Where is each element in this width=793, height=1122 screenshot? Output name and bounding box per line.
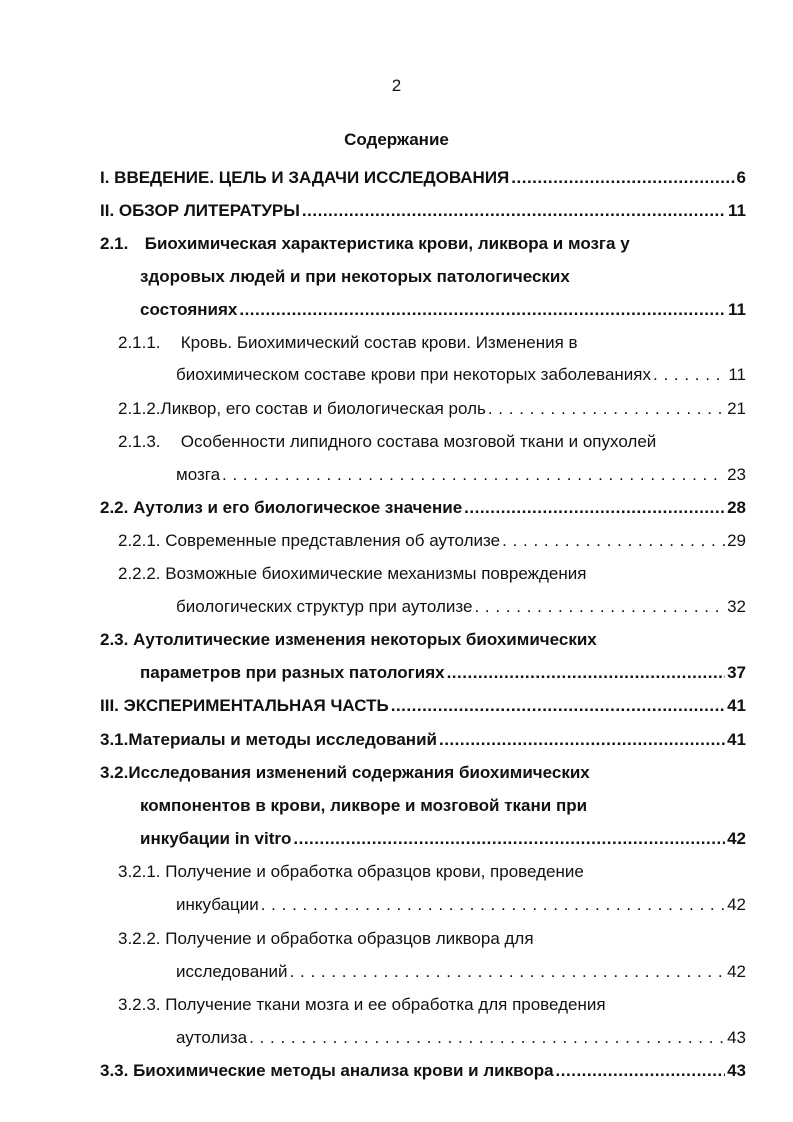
toc-entry-3-2-3[interactable]: [118, 993, 606, 1017]
toc-page-number: 43: [727, 1028, 746, 1047]
toc-entry-text: Кровь. Биохимический состав крови. Изменения в: [180, 333, 578, 352]
dot-leader: [239, 298, 726, 322]
toc-page-number: 11: [728, 201, 746, 220]
toc-entry-text: Особенности липидного состава мозговой ткани и опухолей: [180, 432, 657, 451]
toc-entry-text: 2.3. Аутолитические изменения некоторых биохимических: [100, 630, 597, 649]
toc-entry-text: аутолиза: [176, 1028, 248, 1047]
toc-entry-text: 2.2.2. Возможные биохимические механизмы повреждения: [118, 564, 587, 583]
toc-section-number: 2.1.1.: [118, 333, 161, 352]
toc-page-number: 21: [727, 399, 746, 418]
toc-section-number: 2.1.: [100, 234, 129, 253]
toc-entry-2-2[interactable]: [100, 496, 746, 520]
dot-leader: [447, 661, 726, 685]
dot-leader: [511, 166, 734, 190]
toc-entry-3-2-1-end[interactable]: [176, 893, 746, 917]
toc-entry-experimental-part[interactable]: [100, 694, 746, 718]
toc-entry-2-1[interactable]: [100, 232, 630, 256]
dot-leader: [556, 1059, 726, 1083]
toc-page-number: 11: [728, 365, 746, 384]
toc-entry-text: Биохимическая характеристика крови, ликвора и мозга у: [144, 234, 630, 253]
toc-page-number: 11: [728, 300, 746, 319]
dot-leader: [249, 1026, 725, 1050]
toc-page-number: 41: [727, 730, 746, 749]
dot-leader: [488, 397, 725, 421]
toc-entry-text: биологических структур при аутолизе: [176, 597, 473, 616]
toc-page-number: 42: [727, 829, 746, 848]
toc-entry-text: 3.2.1. Получение и обработка образцов крови, проведение: [118, 862, 584, 881]
toc-entry-text: 3.3. Биохимические методы анализа крови и ликвора: [100, 1061, 554, 1080]
toc-page-number: 6: [736, 168, 746, 187]
dot-leader: [293, 827, 725, 851]
toc-entry-text: Ликвор, его состав и биологическая роль: [160, 399, 486, 418]
toc-entry-2-1-3[interactable]: [118, 430, 656, 454]
toc-section-number: 2.1.2.: [118, 399, 161, 418]
toc-entry-text: 3.2.Исследования изменений содержания биохимических: [100, 763, 590, 782]
toc-page-number: 29: [727, 531, 746, 550]
toc-entry-3-2-3-end[interactable]: [176, 1026, 746, 1050]
toc-entry-3-2-end[interactable]: [140, 827, 746, 851]
toc-entry-2-1-2[interactable]: [118, 397, 746, 421]
toc-entry-2-2-1[interactable]: [118, 529, 746, 553]
dot-leader: [474, 595, 725, 619]
toc-page-number: 37: [727, 663, 746, 682]
toc-entry-text: 2.2.1. Современные представления об аутолизе: [118, 531, 501, 550]
toc-entry-2-1-1-end[interactable]: [176, 363, 746, 387]
toc-entry-text: 2.2. Аутолиз и его биологическое значение: [100, 498, 463, 517]
dot-leader: [502, 529, 725, 553]
toc-entry-text: II. ОБЗОР ЛИТЕРАТУРЫ: [100, 201, 300, 220]
toc-page-number: 23: [727, 465, 746, 484]
toc-entry-text: инкубации: [176, 895, 259, 914]
toc-page-number: 42: [727, 962, 746, 981]
toc-entry-2-3[interactable]: [100, 628, 597, 652]
toc-entry-text: состояниях: [140, 300, 238, 319]
toc-page-number: 42: [727, 895, 746, 914]
dot-leader: [439, 728, 725, 752]
toc-entry-text: здоровых людей и при некоторых патологических: [140, 267, 570, 286]
page-number: 2: [391, 76, 402, 95]
toc-entry-3-3[interactable]: [100, 1059, 746, 1083]
toc-entry-text: параметров при разных патологиях: [140, 663, 445, 682]
toc-entry-text: компонентов в крови, ликворе и мозговой ткани при: [140, 796, 588, 815]
toc-entry-text: мозга: [176, 465, 221, 484]
toc-entry-text: III. ЭКСПЕРИМЕНТАЛЬНАЯ ЧАСТЬ: [100, 696, 389, 715]
dot-leader: [261, 893, 725, 917]
toc-page-number: 41: [727, 696, 746, 715]
toc-entry-literature-review[interactable]: [100, 199, 746, 223]
toc-entry-2-2-2[interactable]: [118, 562, 586, 586]
toc-entry-text: 3.2.2. Получение и обработка образцов ликвора для: [118, 929, 534, 948]
toc-entry-text: исследований: [176, 962, 288, 981]
toc-entry-3-1[interactable]: [100, 728, 746, 752]
toc-entry-text: 3.2.3. Получение ткани мозга и ее обработка для проведения: [118, 995, 606, 1014]
dot-leader: [290, 960, 726, 984]
toc-page-number: 43: [727, 1061, 746, 1080]
dot-leader: [391, 694, 725, 718]
toc-entry-2-2-2-end[interactable]: [176, 595, 746, 619]
toc-entry-3-2-2[interactable]: [118, 927, 534, 951]
toc-entry-3-2-cont: [140, 794, 587, 818]
dot-leader: [653, 363, 726, 387]
toc-entry-3-2-2-end[interactable]: [176, 960, 746, 984]
toc-entry-2-1-1[interactable]: [118, 331, 578, 355]
toc-entry-text: биохимическом составе крови при некоторых заболеваниях: [176, 365, 651, 384]
dot-leader: [464, 496, 725, 520]
dot-leader: [222, 463, 725, 487]
toc-page-number: 32: [727, 597, 746, 616]
dot-leader: [302, 199, 726, 223]
toc-title: Содержание: [344, 130, 449, 149]
toc-entry-text: I. ВВЕДЕНИЕ. ЦЕЛЬ И ЗАДАЧИ ИССЛЕДОВАНИЯ: [100, 168, 510, 187]
toc-page-number: 28: [727, 498, 746, 517]
toc-entry-2-1-3-end[interactable]: [176, 463, 746, 487]
toc-entry-text: 3.1.Материалы и методы исследований: [100, 730, 437, 749]
toc-entry-3-2[interactable]: [100, 761, 590, 785]
toc-section-number: 2.1.3.: [118, 432, 161, 451]
toc-entry-introduction[interactable]: [100, 166, 746, 190]
toc-entry-2-3-end[interactable]: [140, 661, 746, 685]
toc-entry-2-1-cont: [140, 265, 570, 289]
toc-entry-2-1-end[interactable]: [140, 298, 746, 322]
toc-entry-text: инкубации in vitro: [140, 829, 292, 848]
toc-entry-3-2-1[interactable]: [118, 860, 584, 884]
